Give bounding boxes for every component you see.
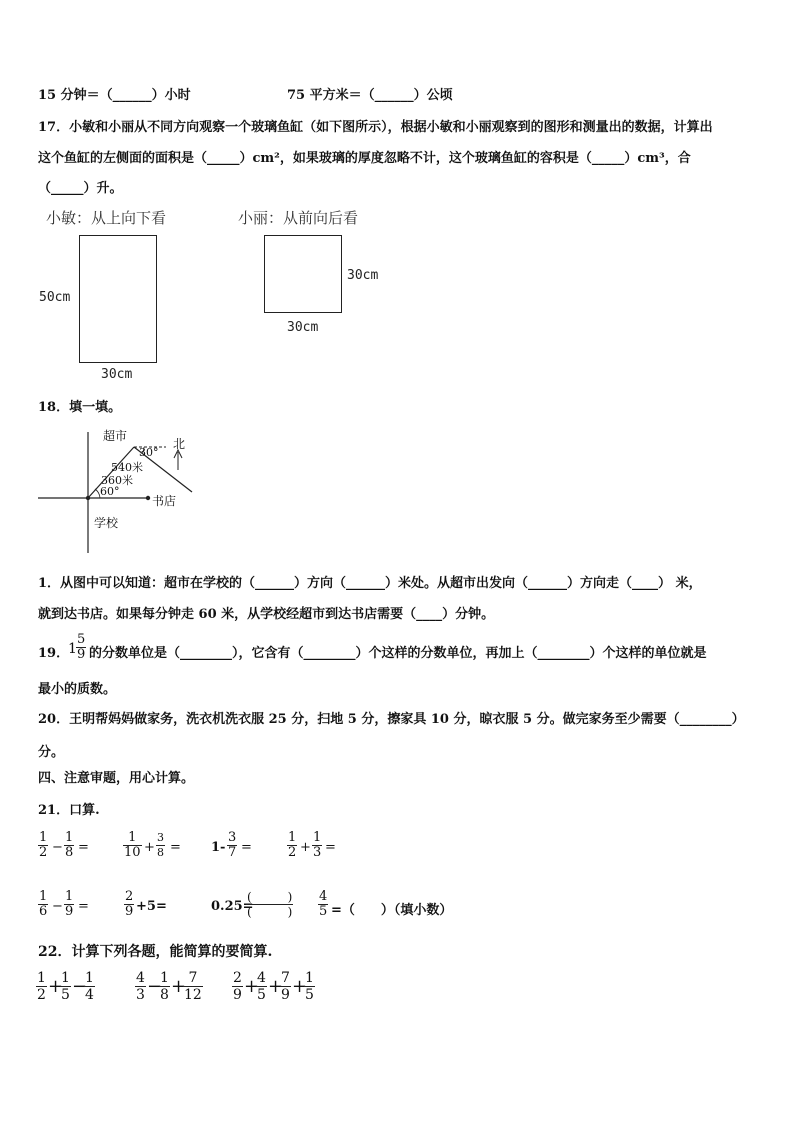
bookstore-label: 书店 [152, 494, 177, 508]
numerator: 1 [85, 970, 94, 986]
denominator: 9 [65, 904, 74, 919]
denominator: 3 [313, 845, 322, 860]
fig17-right-title: 小丽：从前向后看 [238, 209, 359, 227]
numerator: 1 [65, 830, 74, 845]
denominator: 5 [61, 987, 70, 1003]
q17-text-line2: 这个鱼缸的左侧面的面积是（_____）cm²，如果玻璃的厚度忽略不计，这个玻璃鱼缸的容积是（_____）cm³，合 [38, 151, 691, 166]
numerator: 1 [39, 889, 48, 904]
fraction [60, 970, 71, 1003]
q19-mixed-fraction [76, 633, 86, 662]
denominator: 9 [125, 904, 134, 919]
numerator: 4 [136, 970, 145, 986]
q17-text-line3: （_____）升。 [38, 181, 123, 196]
fraction [256, 970, 267, 1003]
numerator: 1 [37, 970, 46, 986]
supermarket-label: 超市 [103, 429, 128, 443]
fraction [232, 970, 243, 1003]
numerator: 1 [160, 970, 169, 986]
q19-text-line2: 最小的质数。 [38, 682, 117, 697]
r2a-frac1 [38, 890, 48, 919]
north-label: 北 [173, 437, 186, 451]
operator: + [171, 976, 187, 997]
denominator: 5 [319, 904, 328, 919]
r1c-prefix: 1- [211, 840, 226, 855]
r2a-operator: − [52, 899, 63, 914]
operator: − [147, 976, 163, 997]
numerator: 2 [233, 970, 242, 986]
fraction [84, 970, 95, 1003]
r2a-equals: = [78, 899, 89, 914]
numerator: 1 [39, 830, 48, 845]
numerator: 1 [65, 889, 74, 904]
numerator: 2 [125, 889, 134, 904]
q18-subquestion-line2: 就到达书店。如果每分钟走 60 米，从学校经超市到达书店需要（____）分钟。 [38, 607, 495, 622]
r1a-frac1 [38, 831, 48, 860]
r1b-equals: = [170, 840, 181, 855]
operator: + [292, 976, 308, 997]
fraction [135, 970, 146, 1003]
distance-540-label: 540米 [111, 461, 143, 474]
operator: − [72, 976, 88, 997]
fig17-right-side-label: 30cm [347, 268, 379, 283]
q20-text-line1: 20．王明帮妈妈做家务，洗衣机洗衣服 25 分，扫地 5 分，擦家具 10 分，晾衣服 5 分。做完家务至少需要（________） [38, 712, 745, 727]
numerator: 3 [228, 830, 237, 845]
denominator: 3 [136, 987, 145, 1003]
conversion-sqm-to-hectare: 75 平方米＝（______）公顷 [287, 88, 453, 103]
section-four-heading: 四、注意审题，用心计算。 [38, 771, 195, 786]
r2d-tail: =（ ）（填小数） [331, 903, 453, 918]
r1d-frac2 [312, 831, 322, 860]
fig17-right-bottom-label: 30cm [287, 320, 319, 335]
numerator: 1 [288, 830, 297, 845]
fig17-left-title: 小敏：从上向下看 [46, 209, 167, 227]
numerator: 1 [123, 831, 142, 846]
r1a-operator: − [52, 840, 63, 855]
numerator: 7 [281, 970, 290, 986]
denominator: 10 [124, 845, 141, 860]
q18-subquestion-line1: 1．从图中可以知道：超市在学校的（______）方向（______）米处。从超市出发向（______）方向走（____） 米， [38, 576, 702, 591]
q20-text-line2: 分。 [38, 745, 65, 760]
operator: + [268, 976, 284, 997]
r2c-blank-fraction [246, 890, 293, 919]
fraction [304, 970, 315, 1003]
r1d-equals: = [325, 840, 336, 855]
denominator: 8 [65, 845, 74, 860]
fraction [183, 970, 203, 1003]
numerator-blank: ( ) [247, 890, 293, 904]
fraction-numerator: 5 [77, 632, 86, 647]
r2b-frac [124, 890, 134, 919]
q18-title: 18．填一填。 [38, 400, 122, 415]
numerator: 4 [319, 889, 328, 904]
r1a-frac2 [64, 831, 74, 860]
q21-title: 21．口算. [38, 803, 100, 818]
r2b-tail: +5= [136, 899, 167, 914]
school-label: 学校 [94, 516, 119, 530]
fig17-left-side-label: 50cm [39, 290, 71, 305]
r1d-operator: + [300, 840, 311, 855]
conversion-minutes-to-hours: 15 分钟＝（______）小时 [38, 88, 191, 103]
r1c-frac [227, 831, 237, 860]
r1b-frac2 [156, 831, 165, 860]
fraction [159, 970, 170, 1003]
numerator: 1 [61, 970, 70, 986]
denominator: 4 [85, 987, 94, 1003]
denominator: 7 [228, 845, 237, 860]
q17-text-line1: 17．小敏和小丽从不同方向观察一个玻璃鱼缸（如下图所示），根据小敏和小丽观察到的图形和测量出的数据，计算出 [38, 120, 713, 135]
q22-title: 22．计算下列各题，能简算的要简算. [38, 944, 273, 960]
numerator: 1 [305, 970, 314, 986]
fraction [36, 970, 47, 1003]
r2c-prefix: 0.25= [211, 899, 254, 914]
denominator: 8 [160, 987, 169, 1003]
operator: + [48, 976, 64, 997]
r2a-frac2 [64, 890, 74, 919]
fraction-denominator: 9 [77, 647, 86, 662]
operator: + [244, 976, 260, 997]
denominator: 6 [39, 904, 48, 919]
denominator: 5 [305, 987, 314, 1003]
q19-mixed-whole: 1 [68, 641, 77, 657]
q19-number: 19． [38, 646, 70, 661]
r1c-equals: = [241, 840, 252, 855]
r1b-operator: + [144, 840, 155, 855]
numerator: 4 [257, 970, 266, 986]
fraction [280, 970, 291, 1003]
numerator: 1 [313, 830, 322, 845]
angle-30-label: 30° [139, 446, 159, 459]
r1d-frac1 [287, 831, 297, 860]
denominator: 2 [288, 845, 297, 860]
r1a-equals: = [78, 840, 89, 855]
denominator: 2 [39, 845, 48, 860]
numerator: 7 [183, 970, 203, 987]
denominator: 12 [184, 987, 202, 1003]
q19-text-line1: 的分数单位是（________），它含有（________）个这样的分数单位，再加上（________）个这样的单位就是 [89, 646, 707, 661]
denominator-blank: ( ) [247, 905, 293, 919]
r2d-frac [318, 890, 328, 919]
distance-360-label: 360米 [101, 474, 133, 487]
angle-60-label: 60° [100, 485, 120, 498]
numerator: 3 [157, 831, 164, 844]
denominator: 5 [257, 987, 266, 1003]
denominator: 2 [37, 987, 46, 1003]
denominator: 8 [157, 846, 164, 859]
r1b-frac1 [123, 831, 142, 860]
denominator: 9 [233, 987, 242, 1003]
denominator: 9 [281, 987, 290, 1003]
fig17-left-bottom-label: 30cm [101, 367, 133, 382]
